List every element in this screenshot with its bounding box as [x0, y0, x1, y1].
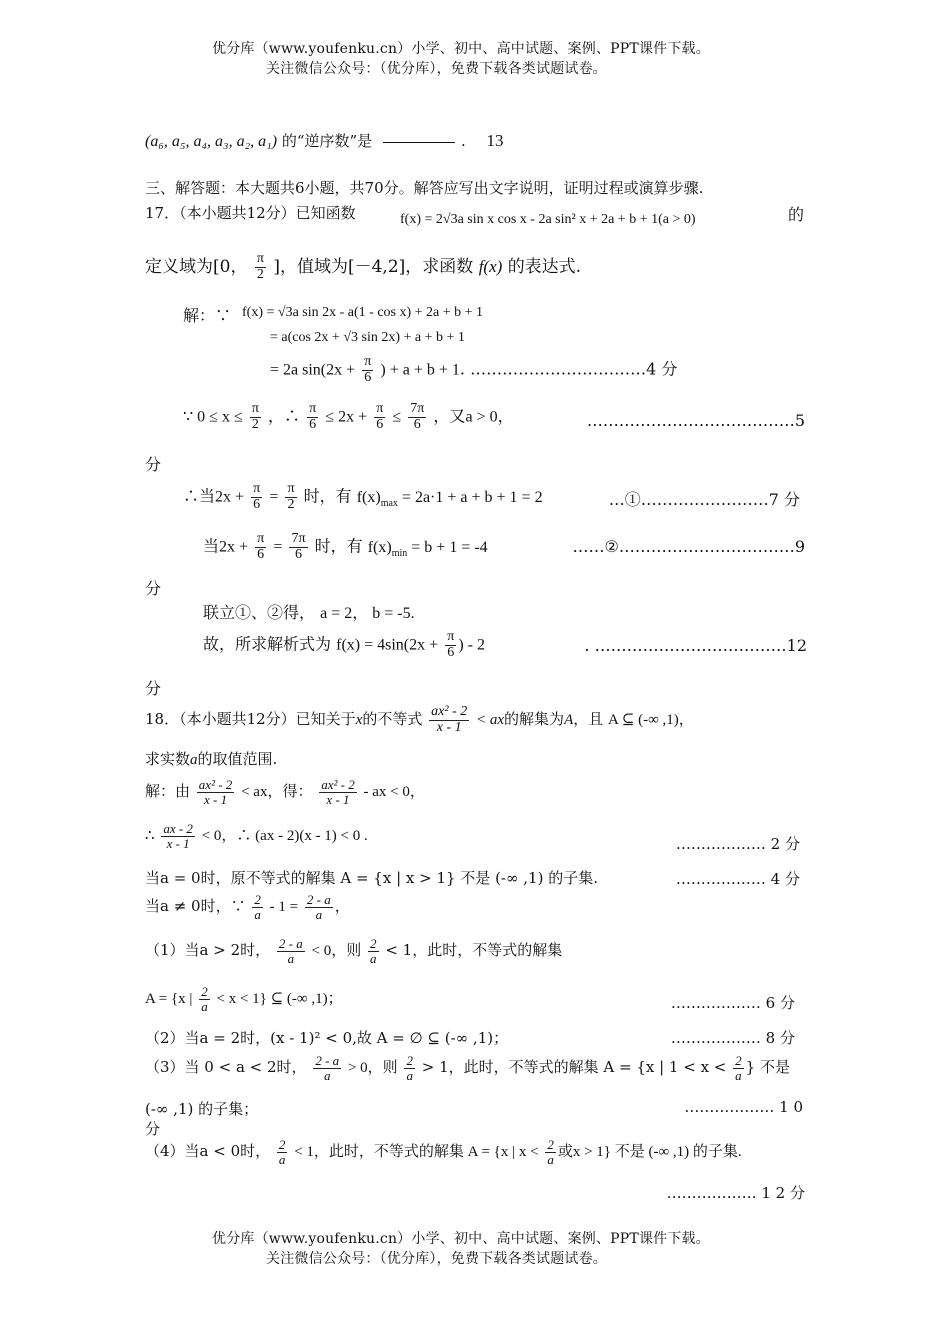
- fen-3: 分: [145, 679, 162, 698]
- q18-case-1-set: A = {x | $\frac{2}{a}$ < x < 1} ⊆ (-∞ ,1)；: [145, 984, 343, 1014]
- q18-case-2: （2）当a = 2时，(x - 1)² < 0,故 A = ∅ ⊆ (-∞ ,1)；: [145, 1029, 509, 1047]
- q18-mark-12: ……………… 1 2 分: [666, 1184, 805, 1202]
- reverse-order-text: 的“逆序数”是: [281, 132, 373, 150]
- q18-mark-6: ……………… 6 分: [670, 994, 795, 1012]
- q17-step-1: f(x) = √3a sin 2x - a(1 - cos x) + 2a + b + 1: [242, 305, 484, 320]
- section-three-heading: 三、解答题：本大题共6小题，共70分。解答应写出文字说明，证明过程或演算步骤.: [145, 179, 704, 197]
- q18-case-3: （3）当 0 < a < 2时， $\frac{2 - a}{a}$ > 0，则 $\frac{2}{a}$ > 1，此时，不等式的解集 A = {x | 1 < x < $\frac{2}{a}$ } 不是: [145, 1053, 790, 1083]
- q17-domain-line: 定义域为[0， $\frac{\pi}{2}$ ]，值域为[－4,2]，求函数 f(x) 的表达式.: [145, 251, 582, 282]
- header-line-1: 优分库（www.youfenku.cn）小学、初中、高中试题、案例、PPT课件下载。: [212, 41, 710, 57]
- footer-line-2: 关注微信公众号：（优分库），免费下载各类试题试卷。: [266, 1251, 607, 1267]
- q18-sol-1: 解：由 $\frac{\text{ax² - 2}}{x - 1}$ < ax，得： $\frac{\text{ax² - 2}}{x - 1}$ - ax < 0，: [145, 777, 425, 807]
- q17-min-line: 当2x + $\frac{\pi}{6}$ = $\frac{7\pi}{6}$ 时，有 $f(x)_{min} = b + 1 = -4$: [203, 531, 488, 562]
- q18-mark-4: ……………… 4 分: [675, 870, 800, 888]
- footer-line-1: 优分库（www.youfenku.cn）小学、初中、高中试题、案例、PPT课件下载。: [212, 1231, 710, 1247]
- q18-a-zero: 当a = 0时，原不等式的解集 A = {x | x > 1} 不是 (-∞ ,1) 的子集.: [145, 869, 598, 887]
- q18-case-3-tail: (-∞ ,1) 的子集；: [145, 1100, 259, 1118]
- reverse-order-item: (a₆, a₅, a₄, a₃, a₂, a₁) 的“逆序数”是 . 13: [145, 131, 504, 150]
- q17-step-2: = a(cos 2x + √3 sin 2x) + a + b + 1: [270, 330, 465, 345]
- answer-blank: [383, 142, 455, 143]
- q17-stem-a: 17．（本小题共12分）已知函数: [145, 204, 356, 222]
- q18-sol-2: ∴ $\frac{ax - 2}{x - 1}$ < 0，∴ (ax - 2)(x - 1) < 0 .: [145, 821, 368, 851]
- sequence: (a₆, a₅, a₄, a₃, a₂, a₁): [145, 133, 278, 150]
- q17-combine: 联立①、②得， a = 2， b = -5.: [203, 603, 415, 622]
- q17-range-line: ∵ 0 ≤ x ≤ $\frac{\pi}{2}$ ，∴ $\frac{\pi}{6}$ ≤ 2x + $\frac{\pi}{6}$ ≤ $\frac{7\pi}{6}$ ，又a > 0，: [183, 401, 514, 432]
- fen-4: 分: [145, 1120, 161, 1138]
- q17-result: 故，所求解析式为 f(x) = 4sin(2x + $\frac{\pi}{6}$ ) - 2: [203, 629, 485, 660]
- q17-function: f(x) = 2√3a sin x cos x - 2a sin² x + 2a + b + 1(a > 0): [400, 212, 696, 227]
- q17-sol-label: 解：∵: [183, 306, 232, 325]
- q18-mark-10: ……………… 1 0: [684, 1098, 803, 1116]
- q18-case-4: （4）当a < 0时， $\frac{2}{a}$ < 1，此时，不等式的解集 A = {x | x < $\frac{2}{a}$ 或x > 1} 不是 (-∞ ,1) 的子集.: [145, 1137, 742, 1167]
- q17-mark-5: …………………………………5: [586, 411, 805, 430]
- q18-mark-2: ……………… 2 分: [675, 835, 800, 853]
- q18-case-1: （1）当a > 2时， $\frac{2 - a}{a}$ < 0，则 $\frac{2}{a}$ < 1，此时，不等式的解集: [145, 936, 563, 966]
- q18-stem: 18．（本小题共12分）已知关于x的不等式 $\frac{\text{ax² - 2}}{x - 1}$ < ax的解集为A，且 A ⊆ (-∞ ,1)，: [145, 704, 694, 735]
- fen-2: 分: [145, 579, 162, 598]
- q17-step-3: = 2a sin(2x + $\frac{\pi}{6}$ ) + a + b + 1. ……………………………4 分: [270, 354, 678, 385]
- pi-over-2: $\frac{\pi}{2}$: [256, 251, 264, 282]
- header-line-2: 关注微信公众号：（优分库），免费下载各类试题试卷。: [266, 61, 607, 77]
- q17-mark-9: ……②……………………………9: [572, 537, 805, 556]
- fen-1: 分: [145, 455, 162, 474]
- q18-stem-2: 求实数a的取值范围.: [145, 750, 278, 768]
- q17-mark-12: . ………………………………12: [584, 636, 807, 655]
- q17-max-line: ∴当2x + $\frac{\pi}{6}$ = $\frac{\pi}{2}$ 时，有 $f(x)_{max} = 2a\cdot 1 + a + b + 1 = 2$: [183, 481, 543, 512]
- q18-mark-8: ……………… 8 分: [670, 1029, 795, 1047]
- q18-a-nonzero: 当a ≠ 0时，∵ $\frac{2}{a}$ - 1 = $\frac{2 - a}{a}$ ，: [145, 892, 350, 922]
- answer-value: 13: [486, 131, 504, 150]
- q17-mark-7: …①……………………7 分: [608, 490, 800, 509]
- q17-stem-b: 的: [788, 205, 805, 224]
